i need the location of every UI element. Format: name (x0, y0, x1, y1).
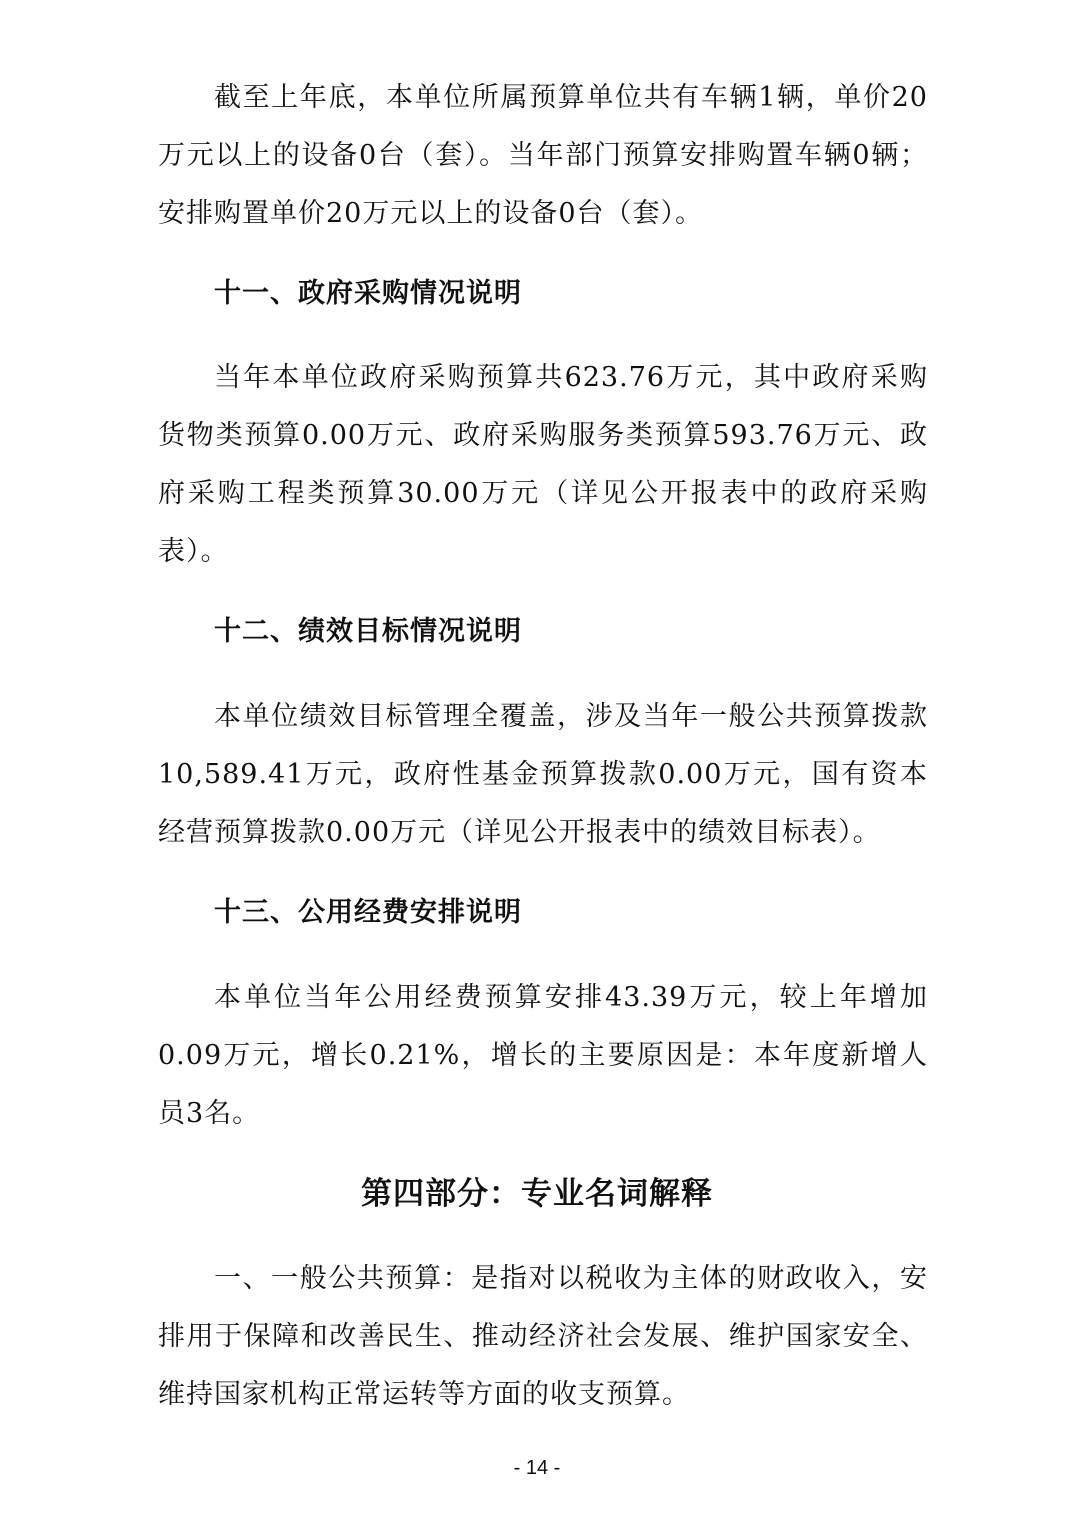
performance-paragraph: 本单位绩效目标管理全覆盖，涉及当年一般公共预算拨款10,589.41万元，政府性基金预算拨款0.00万元，国有资本经营预算拨款0.00万元（详见公开报表中的绩效目标表）。 (158, 701, 928, 848)
page-number: - 14 - (513, 1457, 561, 1479)
part-four-title: 第四部分：专业名词解释 (361, 1176, 713, 1212)
section-12-heading: 十二、绩效目标情况说明 (214, 616, 522, 647)
section-11-heading: 十一、政府采购情况说明 (214, 278, 522, 309)
public-expenses-paragraph: 本单位当年公用经费预算安排43.39万元，较上年增加0.09万元，增长0.21%，增长的主要原因是：本年度新增人员3名。 (158, 982, 928, 1129)
vehicles-paragraph: 截至上年底，本单位所属预算单位共有车辆1辆，单价20万元以上的设备0台（套）。当年部门预算安排购置车辆0辆；安排购置单价20万元以上的设备0台（套）。 (158, 82, 928, 229)
procurement-paragraph: 当年本单位政府采购预算共623.76万元，其中政府采购货物类预算0.00万元、政府采购服务类预算593.76万元、政府采购工程类预算30.00万元（详见公开报表中的政府采购表）。 (158, 362, 928, 567)
section-13-heading: 十三、公用经费安排说明 (214, 897, 522, 928)
general-budget-paragraph: 一、一般公共预算：是指对以税收为主体的财政收入，安排用于保障和改善民生、推动经济社会发展、维护国家安全、维持国家机构正常运转等方面的收支预算。 (158, 1263, 928, 1410)
